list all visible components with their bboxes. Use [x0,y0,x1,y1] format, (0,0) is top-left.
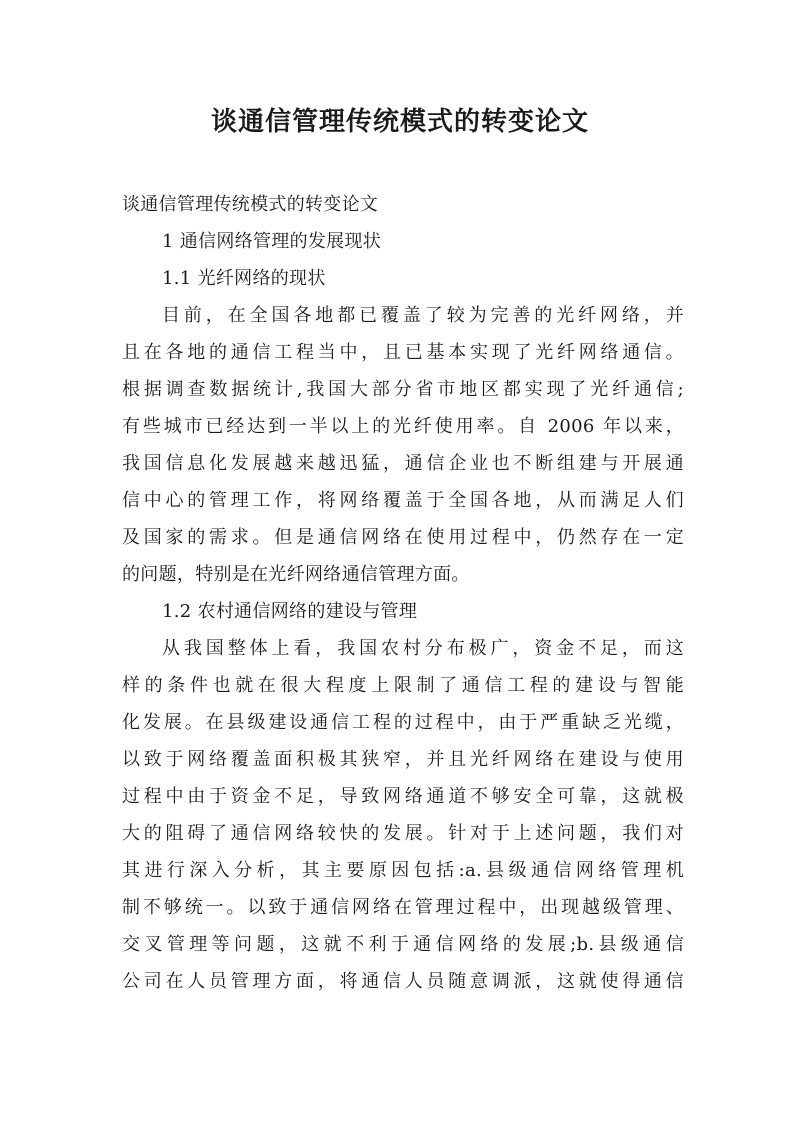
paragraph-2-line: 交叉管理等问题，这就不利于通信网络的发展;b.县级通信 [122,934,684,955]
section-heading-1-2: 1.2 农村通信网络的建设与管理 [162,601,418,622]
paragraph-2-line: 其进行深入分析，其主要原因包括:a.县级通信网络管理机 [122,860,684,881]
paragraph-2-line: 化发展。在县级建设通信工程的过程中，由于严重缺乏光缆， [122,712,684,733]
paragraph-2-line: 大的阻碍了通信网络较快的发展。针对于上述问题，我们对 [122,823,684,844]
paragraph-1-line: 信中心的管理工作，将网络覆盖于全国各地，从而满足人们 [122,490,684,511]
document-subtitle: 谈通信管理传统模式的转变论文 [122,194,379,215]
section-heading-1: 1 通信网络管理的发展现状 [162,231,382,252]
paragraph-2-line: 公司在人员管理方面，将通信人员随意调派，这就使得通信 [122,971,684,992]
paragraph-1-line: 及国家的需求。但是通信网络在使用过程中，仍然存在一定 [122,527,684,548]
paragraph-1-line: 且在各地的通信工程当中，且已基本实现了光纤网络通信。 [122,342,684,363]
section-heading-1-1: 1.1 光纤网络的现状 [162,268,326,289]
paragraph-1-line: 目前，在全国各地都已覆盖了较为完善的光纤网络，并 [162,305,684,326]
paragraph-2-line: 制不够统一。以致于通信网络在管理过程中，出现越级管理、 [122,897,684,918]
document-title: 谈通信管理传统模式的转变论文 [210,107,589,137]
paragraph-2-line: 样的条件也就在很大程度上限制了通信工程的建设与智能 [122,675,684,696]
paragraph-2-line: 过程中由于资金不足，导致网络通道不够安全可靠，这就极 [122,786,684,807]
paragraph-1-line: 我国信息化发展越来越迅猛，通信企业也不断组建与开展通 [122,453,684,474]
document-body [122,186,684,1000]
paragraph-1-line: 根据调查数据统计,我国大部分省市地区都实现了光纤通信; [122,379,684,400]
paragraph-2-line: 从我国整体上看，我国农村分布极广，资金不足，而这 [162,638,684,659]
paragraph-1-line: 有些城市已经达到一半以上的光纤使用率。自 2006 年以来， [122,416,684,437]
paragraph-2-line: 以致于网络覆盖面积极其狭窄，并且光纤网络在建设与使用 [122,749,684,770]
paragraph-1-line: 的问题，特别是在光纤网络通信管理方面。 [122,564,470,585]
